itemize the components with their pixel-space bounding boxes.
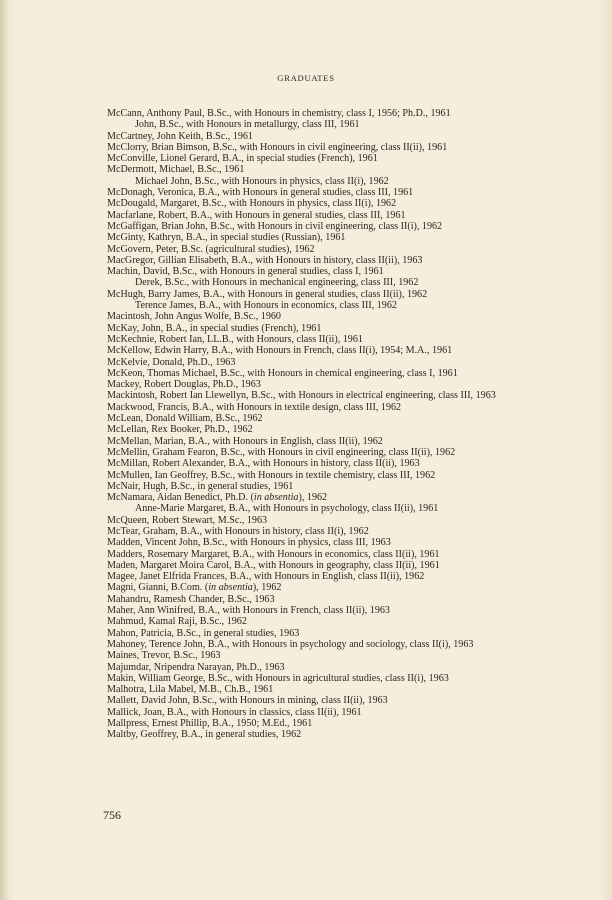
graduate-entry: McKay, John, B.A., in special studies (French), 1961 <box>107 322 322 334</box>
graduate-entry-relative: Terence James, B.A., with Honours in economics, class III, 1962 <box>135 300 397 312</box>
graduate-entry-relative: John, B.Sc., with Honours in metallurgy, class III, 1961 <box>135 119 360 131</box>
graduate-entry: Madden, Vincent John, B.Sc., with Honours in physics, class III, 1963 <box>107 537 391 549</box>
graduate-entry: McKeon, Thomas Michael, B.Sc., with Honours in chemical engineering, class I, 1961 <box>107 367 458 379</box>
graduate-entry: McKelvie, Donald, Ph.D., 1963 <box>107 356 236 368</box>
graduate-entry: Mackintosh, Robert Ian Llewellyn, B.Sc., with Honours in electrical engineering, class III, 1963 <box>107 390 496 402</box>
running-head: GRADUATES <box>277 73 335 83</box>
graduate-entry: McMellan, Marian, B.A., with Honours in English, class II(ii), 1962 <box>107 435 383 447</box>
in-absentia-italic: in absentia <box>208 582 253 594</box>
graduate-entry: McClorry, Brian Bimson, B.Sc., with Honours in civil engineering, class II(ii), 1961 <box>107 141 448 153</box>
graduate-entry: McMillan, Robert Alexander, B.A., with Honours in history, class II(ii), 1963 <box>107 458 420 470</box>
graduate-entry-relative: Michael John, B.Sc., with Honours in physics, class II(i), 1962 <box>135 175 389 187</box>
in-absentia-italic: in absentia <box>253 492 299 504</box>
graduate-entry: McMullen, Ian Geoffrey, B.Sc., with Honours in textile chemistry, class III, 1962 <box>107 469 436 481</box>
graduate-entry: McConville, Lionel Gerard, B.A., in special studies (French), 1961 <box>107 153 378 165</box>
graduate-entry: Machin, David, B.Sc., with Honours in general studies, class I, 1961 <box>107 266 384 278</box>
graduate-entry: McDermott, Michael, B.Sc., 1961 <box>107 164 245 176</box>
graduate-entry: McKechnie, Robert Ian, LL.B., with Honours, class II(ii), 1961 <box>107 333 363 345</box>
graduate-entry: Maltby, Geoffrey, B.A., in general studies, 1962 <box>107 729 302 741</box>
graduate-entry: McDonagh, Veronica, B.A., with Honours in general studies, class III, 1961 <box>107 187 414 199</box>
graduate-entry: McNair, Hugh, B.Sc., in general studies, 1961 <box>107 480 294 492</box>
graduate-entry: McGinty, Kathryn, B.A., in special studies (Russian), 1961 <box>107 232 346 244</box>
graduate-entry: Macfarlane, Robert, B.A., with Honours in general studies, class III, 1961 <box>107 209 406 221</box>
graduate-entry: Mallpress, Ernest Phillip, B.A., 1950; M.Ed., 1961 <box>107 718 313 730</box>
graduate-entry: Mahandru, Ramesh Chander, B.Sc., 1963 <box>107 593 275 605</box>
graduate-entry: Macintosh, John Angus Wolfe, B.Sc., 1960 <box>107 311 281 323</box>
graduate-entry: McKellow, Edwin Harry, B.A., with Honours in French, class II(i), 1954; M.A., 1961 <box>107 345 453 357</box>
graduate-entry: Maines, Trevor, B.Sc., 1963 <box>107 650 221 662</box>
graduate-entry: McHugh, Barry James, B.A., with Honours in general studies, class II(ii), 1962 <box>107 288 428 300</box>
graduate-entry: McMellin, Graham Fearon, B.Sc., with Honours in civil engineering, class II(ii), 1962 <box>107 446 456 458</box>
graduate-entry: Malhotra, Lila Mabel, M.B., Ch.B., 1961 <box>107 684 274 696</box>
page-gutter-shadow <box>0 0 8 900</box>
graduate-entry: McNamara, Aidan Benedict, Ph.D. (in absentia), 1962 <box>107 492 328 504</box>
graduate-entry: Mallett, David John, B.Sc., with Honours in mining, class II(ii), 1963 <box>107 695 388 707</box>
graduate-entry: Mallick, Joan, B.A., with Honours in classics, class II(ii), 1961 <box>107 706 362 718</box>
graduate-entry: Maher, Ann Winifred, B.A., with Honours in French, class II(ii), 1963 <box>107 605 390 617</box>
graduate-entry: McCann, Anthony Paul, B.Sc., with Honours in chemistry, class I, 1956; Ph.D., 1961 <box>107 108 451 119</box>
graduate-entry: Mackey, Robert Douglas, Ph.D., 1963 <box>107 379 261 391</box>
graduate-entry: Mahoney, Terence John, B.A., with Honours in psychology and sociology, class II(i), 1963 <box>107 638 474 650</box>
graduate-entry: McGaffigan, Brian John, B.Sc., with Honours in civil engineering, class II(i), 1962 <box>107 220 443 232</box>
graduate-entry-relative: Anne-Marie Margaret, B.A., with Honours in psychology, class II(ii), 1961 <box>135 503 439 515</box>
graduate-entry: McQueen, Robert Stewart, M.Sc., 1963 <box>107 514 268 526</box>
graduate-entry: Maden, Margaret Moira Carol, B.A., with Honours in geography, class II(ii), 1961 <box>107 559 440 571</box>
graduate-entry: Majumdar, Nripendra Narayan, Ph.D., 1963 <box>107 661 285 673</box>
graduates-list <box>107 108 539 741</box>
graduate-entry: MacGregor, Gillian Elisabeth, B.A., with Honours in history, class II(ii), 1963 <box>107 254 423 266</box>
graduate-entry: Makin, William George, B.Sc., with Honours in agricultural studies, class II(i), 1963 <box>107 672 449 684</box>
page-number: 756 <box>103 808 121 822</box>
graduate-entry: Madders, Rosemary Margaret, B.A., with Honours in economics, class II(ii), 1961 <box>107 548 440 560</box>
graduate-entry: McCartney, John Keith, B.Sc., 1961 <box>107 130 253 142</box>
graduate-entry: Mahon, Patricia, B.Sc., in general studies, 1963 <box>107 627 300 639</box>
graduate-entry: McTear, Graham, B.A., with Honours in history, class II(i), 1962 <box>107 525 369 537</box>
graduate-entry: McDougald, Margaret, B.Sc., with Honours in physics, class II(i), 1962 <box>107 198 397 210</box>
graduate-entry: McLean, Donald William, B.Sc., 1962 <box>107 413 263 425</box>
graduate-entry: Mahmud, Kamal Raji, B.Sc., 1962 <box>107 616 247 628</box>
graduate-entry-relative: Derek, B.Sc., with Honours in mechanical engineering, class III, 1962 <box>135 277 419 289</box>
graduate-entry: Magee, Janet Elfrida Frances, B.A., with Honours in English, class II(ii), 1962 <box>107 571 425 583</box>
graduate-entry: Mackwood, Francis, B.A., with Honours in textile design, class III, 1962 <box>107 401 402 413</box>
graduate-entry: Magni, Gianni, B.Com. (in absentia), 1962 <box>107 582 282 594</box>
graduate-entry: McLellan, Rex Booker, Ph.D., 1962 <box>107 424 253 436</box>
graduate-entry: McGovern, Peter, B.Sc. (agricultural studies), 1962 <box>107 243 315 255</box>
